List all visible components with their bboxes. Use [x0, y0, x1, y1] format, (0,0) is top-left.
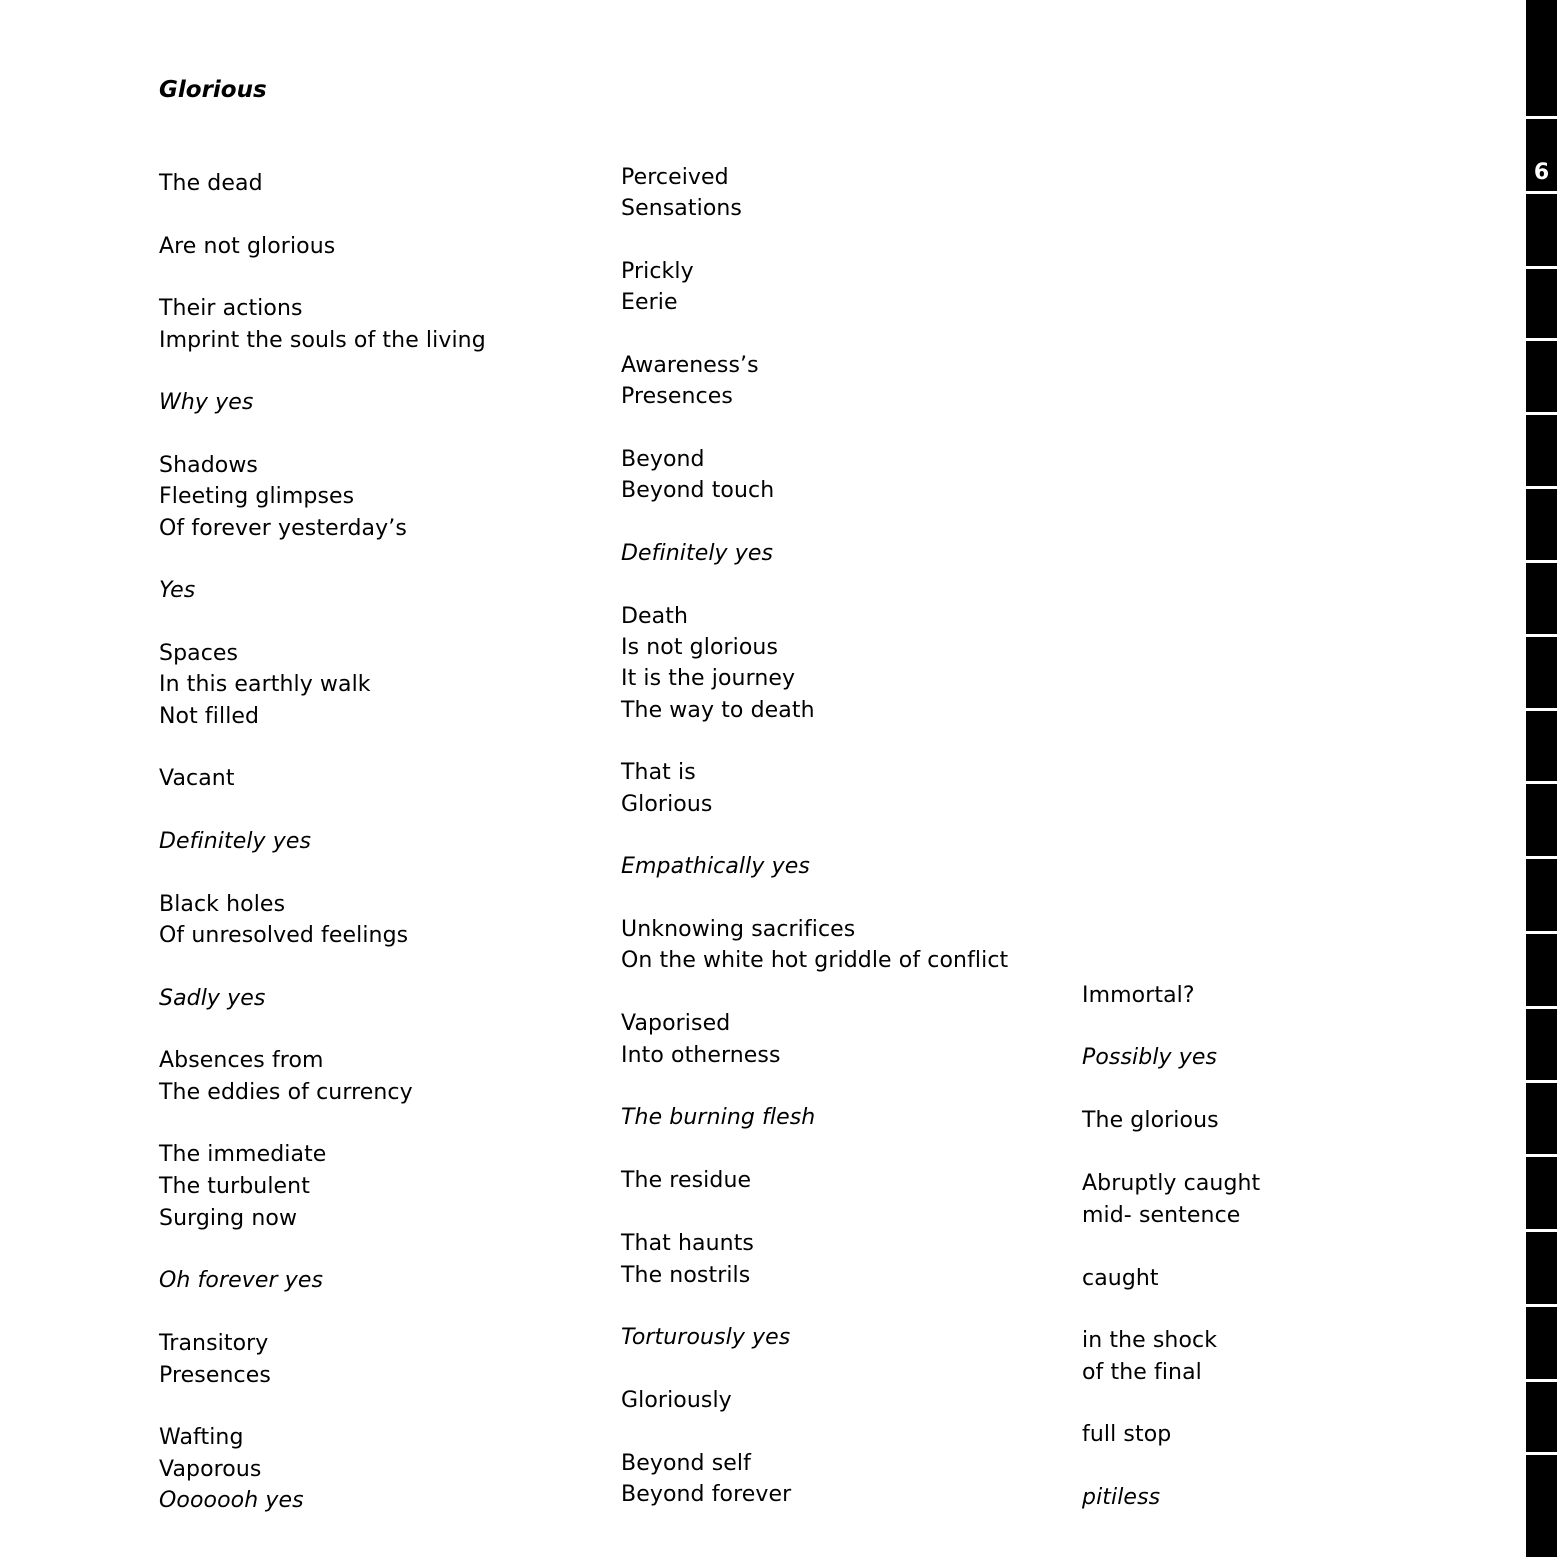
- tab-divider: [1526, 1452, 1557, 1455]
- poem-line: Of forever yesterday’s: [159, 516, 407, 541]
- poem-title: Glorious: [159, 77, 267, 103]
- poem-line: Of unresolved feelings: [159, 923, 409, 948]
- poem-refrain-line: Ooooooh yes: [159, 1488, 304, 1513]
- poem-line: Wafting: [159, 1425, 244, 1450]
- tab-divider: [1526, 412, 1557, 415]
- poem-refrain-line: Definitely yes: [159, 829, 312, 854]
- poem-line: Presences: [159, 1363, 271, 1388]
- poem-line: Beyond self: [621, 1451, 751, 1476]
- tab-divider: [1526, 708, 1557, 711]
- poem-line: The eddies of currency: [159, 1080, 413, 1105]
- poem-line: Abruptly caught: [1082, 1171, 1261, 1196]
- tab-divider: [1526, 1006, 1557, 1009]
- poem-refrain-line: Possibly yes: [1082, 1045, 1218, 1070]
- poem-line: Beyond forever: [621, 1482, 792, 1507]
- tab-divider: [1526, 338, 1557, 341]
- poem-line: Spaces: [159, 641, 239, 666]
- poem-line: In this earthly walk: [159, 672, 371, 697]
- poem-line: Unknowing sacrifices: [621, 917, 856, 942]
- poem-line: Into otherness: [621, 1043, 781, 1068]
- tab-divider: [1526, 931, 1557, 934]
- poem-line: Presences: [621, 384, 733, 409]
- poem-line: Perceived: [621, 165, 729, 190]
- poem-refrain-line: Empathically yes: [621, 854, 810, 879]
- poem-line: Eerie: [621, 290, 678, 315]
- poem-line: Is not glorious: [621, 635, 779, 660]
- poem-line: Surging now: [159, 1206, 298, 1231]
- tab-divider: [1526, 1154, 1557, 1157]
- poem-line: The dead: [159, 171, 263, 196]
- poem-line: Death: [621, 604, 689, 629]
- poem-line: Shadows: [159, 453, 258, 478]
- poem-line: The way to death: [621, 698, 815, 723]
- poem-line: Vaporous: [159, 1457, 262, 1482]
- poem-line: Black holes: [159, 892, 286, 917]
- poem-line: Sensations: [621, 196, 742, 221]
- poem-line: Beyond: [621, 447, 705, 472]
- tab-divider: [1526, 1379, 1557, 1382]
- poem-refrain-line: The burning flesh: [621, 1105, 816, 1130]
- tab-divider: [1526, 1304, 1557, 1307]
- poem-line: Prickly: [621, 259, 694, 284]
- poem-line: That haunts: [621, 1231, 754, 1256]
- poem-line: caught: [1082, 1266, 1159, 1291]
- poem-refrain-line: Sadly yes: [159, 986, 266, 1011]
- poem-refrain-line: Yes: [159, 578, 196, 603]
- poem-refrain-line: Definitely yes: [621, 541, 774, 566]
- poem-line: Glorious: [621, 792, 713, 817]
- poem-line: Transitory: [159, 1331, 269, 1356]
- tab-divider: [1526, 116, 1557, 119]
- poem-line: Immortal?: [1082, 983, 1195, 1008]
- poem-line: Gloriously: [621, 1388, 732, 1413]
- tab-divider: [1526, 560, 1557, 563]
- poem-line: Awareness’s: [621, 353, 759, 378]
- tab-divider: [1526, 781, 1557, 784]
- tab-divider: [1526, 1080, 1557, 1083]
- poem-line: That is: [621, 760, 696, 785]
- tab-divider: [1526, 1229, 1557, 1232]
- tab-divider: [1526, 486, 1557, 489]
- tab-divider: [1526, 266, 1557, 269]
- poem-refrain-line: Torturously yes: [621, 1325, 791, 1350]
- poem-line: Are not glorious: [159, 234, 336, 259]
- page-number: 6: [1533, 160, 1550, 185]
- poem-refrain-line: pitiless: [1082, 1485, 1161, 1510]
- poem-line: Fleeting glimpses: [159, 484, 355, 509]
- poem-line: mid- sentence: [1082, 1203, 1241, 1228]
- tab-divider: [1526, 634, 1557, 637]
- poem-line: The immediate: [159, 1142, 327, 1167]
- poem-refrain-line: Oh forever yes: [159, 1268, 324, 1293]
- poem-line: Not filled: [159, 704, 260, 729]
- poem-line: The residue: [621, 1168, 752, 1193]
- poem-line: It is the journey: [621, 666, 796, 691]
- poem-line: On the white hot griddle of conflict: [621, 948, 1009, 973]
- poem-line: Their actions: [159, 296, 303, 321]
- poem-line: Absences from: [159, 1048, 324, 1073]
- poem-line: The glorious: [1082, 1108, 1219, 1133]
- poem-line: full stop: [1082, 1422, 1172, 1447]
- poem-line: Vaporised: [621, 1011, 731, 1036]
- tab-divider: [1526, 191, 1557, 194]
- poem-line: The turbulent: [159, 1174, 310, 1199]
- poem-line: Beyond touch: [621, 478, 775, 503]
- poem-line: Vacant: [159, 766, 235, 791]
- poem-line: of the final: [1082, 1360, 1202, 1385]
- poem-refrain-line: Why yes: [159, 390, 254, 415]
- page-tab-strip: [1526, 0, 1557, 1557]
- tab-divider: [1526, 856, 1557, 859]
- poem-line: Imprint the souls of the living: [159, 328, 486, 353]
- poem-line: in the shock: [1082, 1328, 1218, 1353]
- poem-line: The nostrils: [621, 1263, 751, 1288]
